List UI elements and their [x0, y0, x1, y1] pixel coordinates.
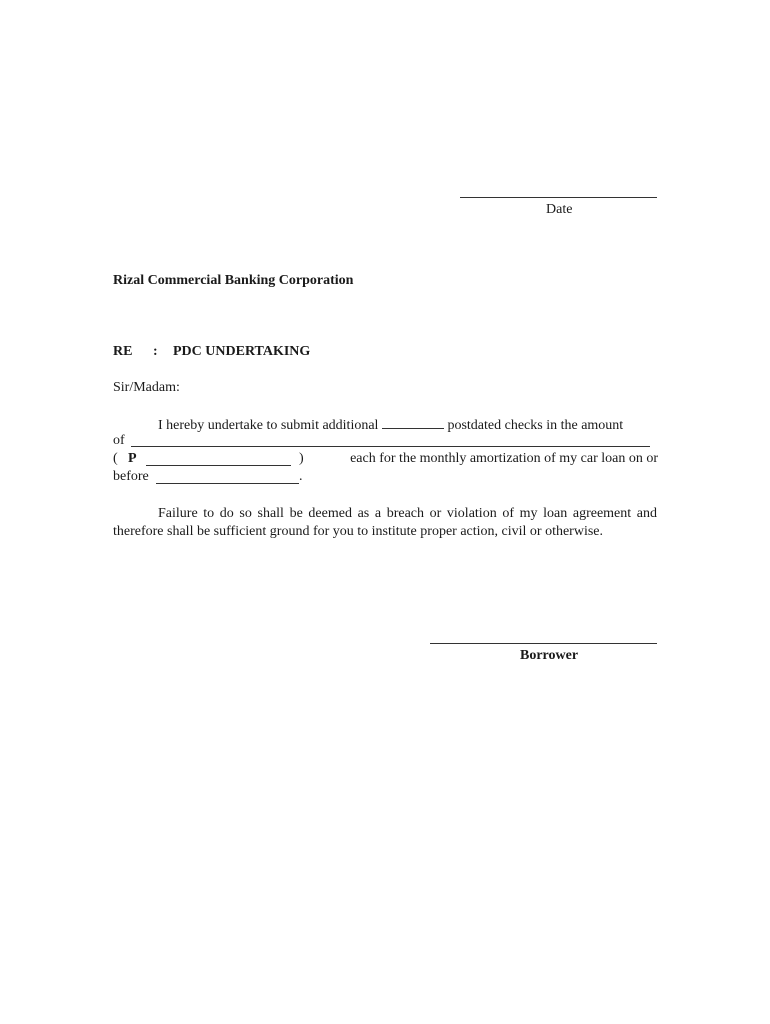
addressee-name: Rizal Commercial Banking Corporation	[113, 273, 354, 288]
p1-period: .	[299, 469, 303, 484]
p1-text-part3: of	[113, 433, 125, 448]
p1-text-part2: postdated checks in the amount	[447, 418, 624, 433]
salutation: Sir/Madam:	[113, 380, 180, 395]
p1-text-part1: I hereby undertake to submit additional	[158, 418, 379, 433]
date-label: Date	[546, 202, 573, 217]
p1-paren-open: (	[113, 451, 118, 466]
subject-separator: :	[153, 344, 158, 359]
subject-re-label: RE	[113, 344, 133, 359]
p1-text-part5: before	[113, 469, 149, 484]
borrower-label: Borrower	[520, 648, 579, 663]
amount-words-blank[interactable]	[131, 446, 650, 447]
p1-text-part4: each for the monthly amortization of my car loan on or	[350, 451, 658, 466]
p1-line1	[158, 416, 658, 434]
before-date-blank[interactable]	[156, 483, 299, 484]
peso-sign: P	[128, 451, 137, 466]
checks-count-blank[interactable]	[382, 416, 444, 429]
p2-text: Failure to do so shall be deemed as a breach or violation of my loan agreement and therefore shall be sufficient ground for you to institute proper action, civil or otherwise.	[113, 506, 657, 539]
amount-figure-blank[interactable]	[146, 465, 291, 466]
date-signature-line[interactable]	[460, 197, 657, 198]
p2-paragraph	[113, 505, 657, 541]
subject-title: PDC UNDERTAKING	[173, 344, 311, 359]
p1-paren-close: )	[299, 451, 304, 466]
borrower-signature-line[interactable]	[430, 643, 657, 644]
